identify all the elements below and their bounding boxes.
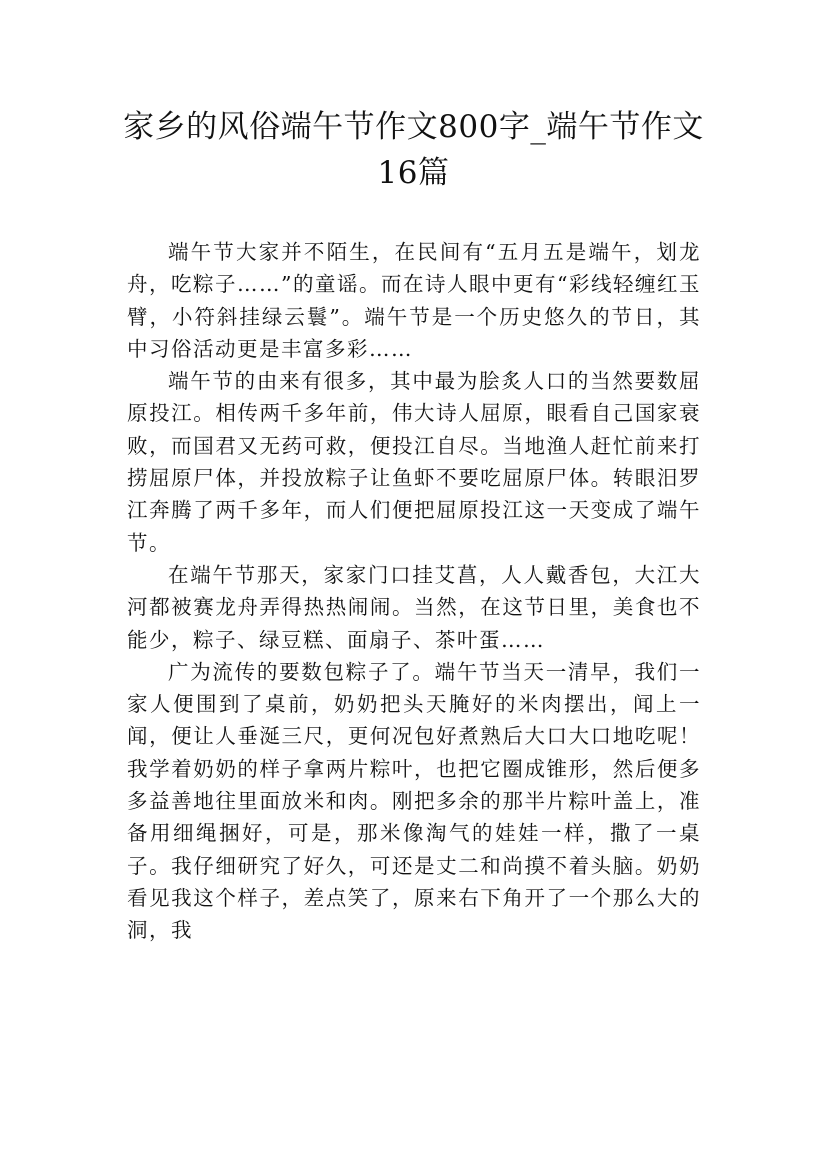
paragraph-origin: 端午节的由来有很多，其中最为脍炙人口的当然要数屈原投江。相传两千多年前，伟大诗人屈原，眼看自己国家衰败，而国君又无药可救，便投江自尽。当地渔人赶忙前来打捞屈原尸体，并投放粽子让鱼虾不要吃屈原尸体。转眼汨罗江奔腾了两千多年，而人们便把屈原投江这一天变成了端午节。	[127, 369, 701, 555]
paragraph-zongzi: 广为流传的要数包粽子了。端午节当天一清早，我们一家人便围到了桌前，奶奶把头天腌好的米肉摆出，闻上一闻，便让人垂涎三尺，更何况包好煮熟后大口大口地吃呢！我学着奶奶的样子拿两片粽叶，也把它圈成锥形，然后便多多益善地往里面放米和肉。刚把多余的那半片粽叶盖上，准备用细绳捆好，可是，那米像淘气的娃娃一样，撒了一桌子。我仔细研究了好久，可还是丈二和尚摸不着头脑。奶奶看见我这个样子，差点笑了，原来右下角开了一个那么大的洞，我	[127, 659, 701, 943]
paragraph-customs: 在端午节那天，家家门口挂艾菖，人人戴香包，大江大河都被赛龙舟弄得热热闹闹。当然，在这节日里，美食也不能少，粽子、绿豆糕、面扇子、茶叶蛋……	[127, 562, 701, 652]
document-title: 家乡的风俗端午节作文800字_端午节作文16篇	[123, 109, 704, 191]
paragraph-intro: 端午节大家并不陌生，在民间有“五月五是端午，划龙舟，吃粽子……”的童谣。而在诗人眼中更有“彩线轻缠红玉臂，小符斜挂绿云鬟”。端午节是一个历史悠久的节日，其中习俗活动更是丰富多彩……	[127, 240, 701, 361]
document-body	[127, 236, 701, 947]
